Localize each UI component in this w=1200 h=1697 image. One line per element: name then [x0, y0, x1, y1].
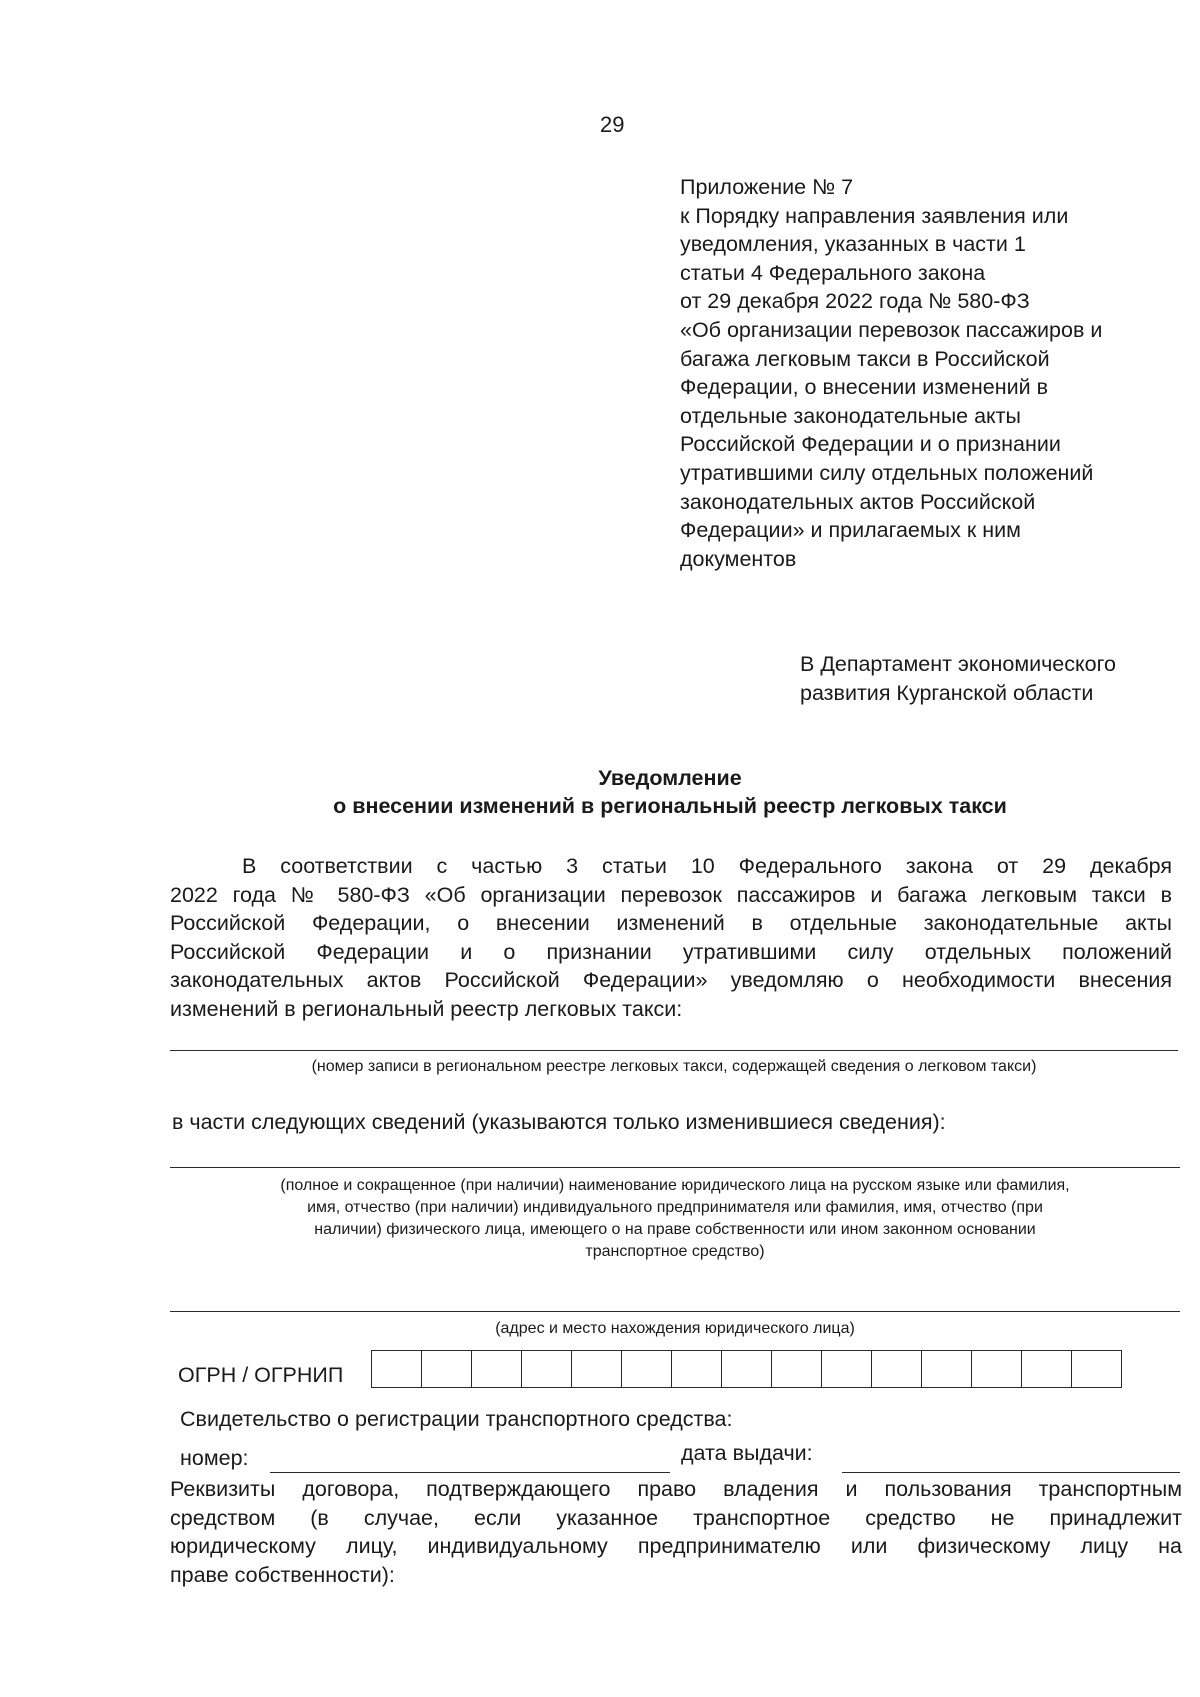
record-number-caption: (номер записи в региональном реестре легковых такси, содержащей сведения о легковом такси) [311, 1058, 1037, 1075]
annex-line: к Порядку направления заявления или [680, 203, 1069, 228]
annex-header [680, 173, 1180, 573]
owner-name-field[interactable] [170, 1167, 1180, 1168]
contract-line: праве собственности): [170, 1562, 395, 1587]
caption-line: транспортное средство) [585, 1243, 765, 1260]
body-line: Российской Федерации и о признании утратившими силу отдельных положений [170, 939, 1172, 964]
page-number: 29 [600, 112, 625, 137]
ogrn-digit-cell[interactable] [1071, 1350, 1122, 1388]
changed-info-label: в части следующих сведений (указываются только изменившиеся сведения): [172, 1110, 946, 1134]
address-caption: (адрес и место нахождения юридического лица) [495, 1320, 855, 1337]
contract-line: средством (в случае, если указанное транспортное средство не принадлежит [170, 1505, 1182, 1530]
annex-line: «Об организации перевозок пассажиров и [680, 317, 1103, 342]
annex-line: Российской Федерации и о признании [680, 432, 1061, 457]
vehicle-registration-label: Свидетельство о регистрации транспортного средства: [180, 1407, 733, 1431]
contract-line: Реквизиты договора, подтверждающего право владения и пользования транспортным [170, 1477, 1182, 1501]
caption-line: (полное и сокращенное (при наличии) наименование юридического лица на русском языке или фамилия, [280, 1177, 1070, 1194]
ogrn-digit-cell[interactable] [821, 1350, 871, 1388]
ogrn-digit-cell[interactable] [371, 1350, 421, 1388]
number-field[interactable] [270, 1472, 670, 1473]
owner-name-caption [170, 1175, 1180, 1263]
body-line: законодательных актов Российской Федерации» уведомляю о необходимости внесения [170, 968, 1172, 992]
body-line: 2022 года № 580-ФЗ «Об организации перевозок пассажиров и багажа легковым такси в [170, 882, 1172, 907]
ogrn-digit-cell[interactable] [621, 1350, 671, 1388]
body-line: Российской Федерации, о внесении изменений в отдельные законодательные акты [170, 911, 1172, 935]
body-line: В соответствии с частью 3 статьи 10 Федерального закона от 29 декабря [242, 854, 1172, 878]
annex-line: статьи 4 Федерального закона [680, 260, 986, 285]
addressee-line: развития Курганской области [800, 680, 1094, 705]
ogrn-digit-cell[interactable] [671, 1350, 721, 1388]
contract-details [170, 1475, 1182, 1589]
ogrn-label: ОГРН / ОГРНИП [178, 1363, 344, 1387]
ogrn-digit-cell[interactable] [1021, 1350, 1071, 1388]
caption-line: наличии) физического лица, имеющего о на праве собственности или ином законном основании [314, 1221, 1036, 1238]
addressee [800, 650, 1180, 707]
ogrn-digit-cell[interactable] [971, 1350, 1021, 1388]
notice-body [170, 852, 1172, 1023]
document-subtitle: о внесении изменений в региональный реестр легковых такси [333, 794, 1007, 818]
annex-line: Федерации, о внесении изменений в [680, 375, 1049, 400]
number-label: номер: [180, 1446, 249, 1470]
ogrn-digit-cell[interactable] [721, 1350, 771, 1388]
address-field[interactable] [170, 1311, 1180, 1312]
annex-line: уведомления, указанных в части 1 [680, 232, 1026, 257]
annex-line: Федерации» и прилагаемых к ним [680, 518, 1021, 543]
annex-line: документов [680, 546, 797, 571]
issue-date-label: дата выдачи: [681, 1441, 813, 1465]
ogrn-digit-cell[interactable] [421, 1350, 471, 1388]
ogrn-digit-cell[interactable] [521, 1350, 571, 1388]
annex-line: Приложение № 7 [680, 175, 854, 199]
addressee-line: В Департамент экономического [800, 652, 1116, 676]
record-number-field[interactable] [170, 1050, 1178, 1051]
ogrn-grid [371, 1350, 1122, 1388]
annex-line: от 29 декабря 2022 года № 580-ФЗ [680, 289, 1030, 314]
contract-line: юридическому лицу, индивидуальному предпринимателю или физическому лицу на [170, 1534, 1182, 1558]
body-line: изменений в региональный реестр легковых такси: [170, 996, 683, 1021]
ogrn-digit-cell[interactable] [571, 1350, 621, 1388]
annex-line: законодательных актов Российской [680, 489, 1036, 514]
ogrn-digit-cell[interactable] [921, 1350, 971, 1388]
ogrn-digit-cell[interactable] [871, 1350, 921, 1388]
annex-line: утратившими силу отдельных положений [680, 460, 1094, 485]
ogrn-digit-cell[interactable] [471, 1350, 521, 1388]
issue-date-field[interactable] [842, 1472, 1180, 1473]
annex-line: отдельные законодательные акты [680, 403, 1021, 428]
caption-line: имя, отчество (при наличии) индивидуального предпринимателя или фамилия, имя, отчество (при [307, 1199, 1043, 1216]
document-title: Уведомление [598, 766, 742, 790]
annex-line: багажа легковым такси в Российской [680, 346, 1050, 371]
ogrn-digit-cell[interactable] [771, 1350, 821, 1388]
